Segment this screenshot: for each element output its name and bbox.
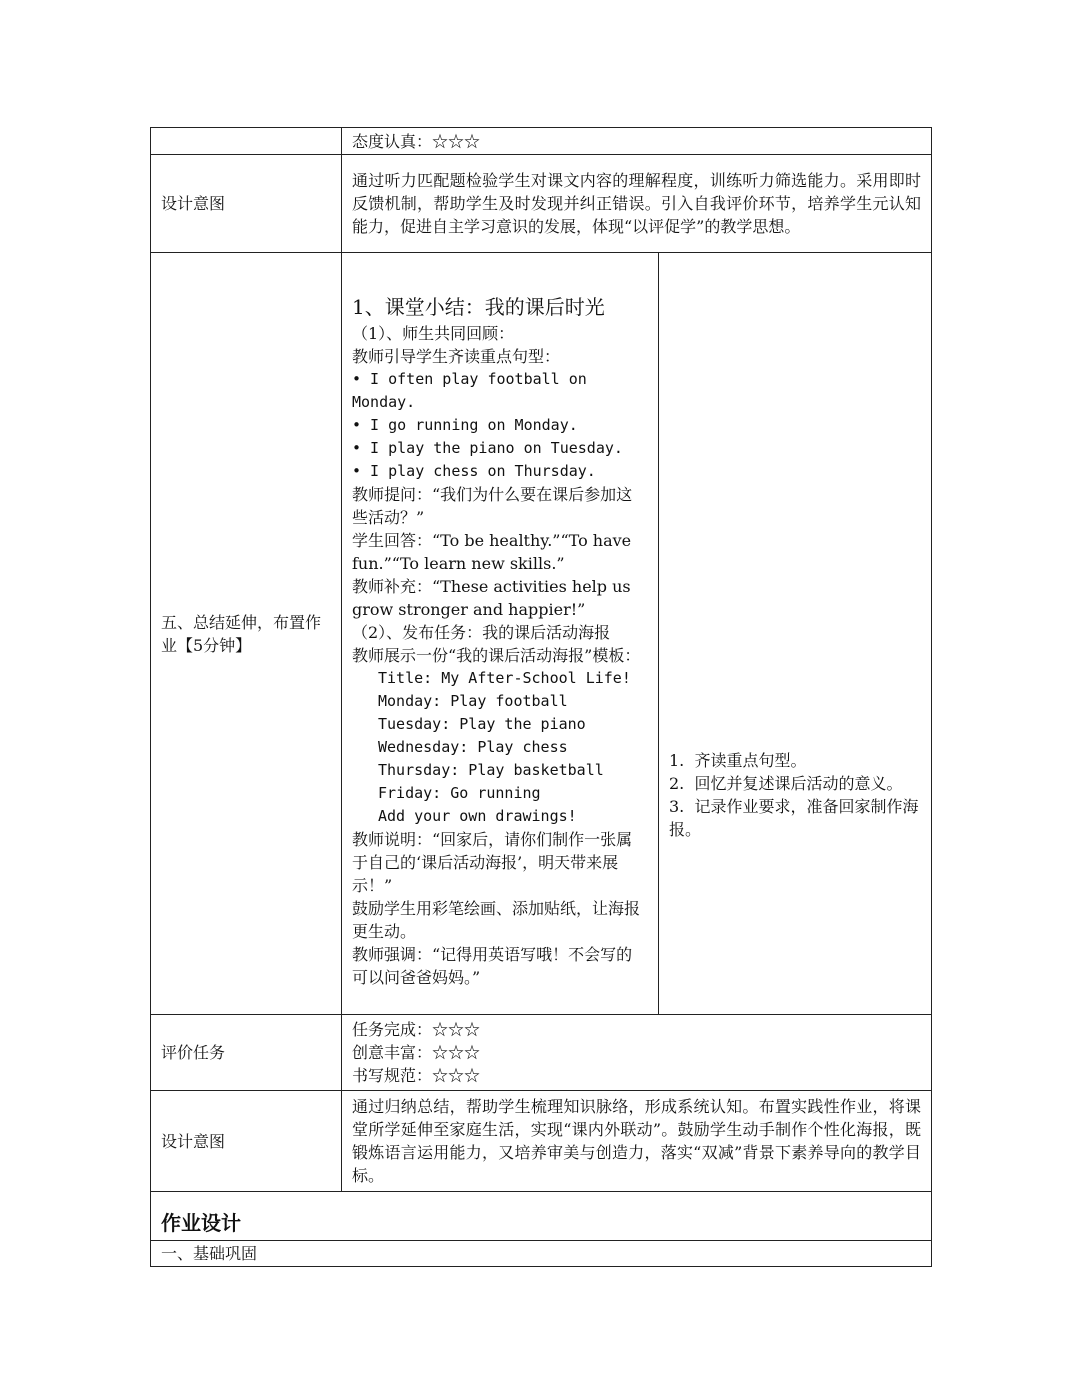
evaluation-item-2: 创意丰富：☆☆☆ [352, 1043, 481, 1062]
evaluation-cell [342, 1015, 932, 1091]
student-steps-list [669, 427, 921, 841]
evaluation-item-3: 书写规范：☆☆☆ [352, 1066, 481, 1085]
task-heading: （2）、发布任务：我的课后活动海报 [352, 623, 611, 642]
homework-section-cell [151, 1241, 932, 1267]
poster-template-intro: 教师展示一份“我的课后活动海报”模板： [352, 646, 641, 665]
sentence-pattern-2: • I go running on Monday. [352, 416, 578, 434]
poster-line-thursday: Thursday: Play basketball [378, 761, 604, 779]
design-intent-row-2 [151, 1091, 932, 1192]
design-intent-row-1 [151, 155, 932, 253]
student-answer: 学生回答：“To be healthy.”“To have fun.”“To learn new skills.” [352, 531, 637, 573]
attitude-text: 态度认真：☆☆☆ [352, 131, 481, 151]
poster-line-monday: Monday: Play football [378, 692, 568, 710]
student-activity-cell [659, 253, 932, 1015]
teacher-question: 教师提问：“我们为什么要在课后参加这些活动？” [352, 485, 633, 527]
homework-title-row [151, 1192, 932, 1241]
review-heading: （1）、师生共同回顾： [352, 324, 515, 343]
evaluation-row [151, 1015, 932, 1091]
design-intent-cell-2 [342, 1091, 932, 1192]
evaluation-label: 评价任务 [161, 1043, 226, 1062]
stage5-label-cell [151, 253, 342, 1015]
teacher-explanation: 教师说明：“回家后，请你们制作一张属于自己的‘课后活动海报’，明天带来展示！” [352, 830, 633, 895]
lesson-plan-page [150, 127, 931, 1267]
design-intent-label-2 [151, 1091, 342, 1192]
attitude-cell [342, 128, 932, 155]
sentence-pattern-1: • I often play football on Monday. [352, 370, 596, 411]
summary-title: 1、课堂小结：我的课后时光 [352, 295, 605, 319]
poster-line-title: Title: My After-School Life! [378, 669, 631, 687]
design-intent-label-text-2: 设计意图 [161, 1131, 226, 1151]
poster-line-tuesday: Tuesday: Play the piano [378, 715, 586, 733]
homework-section-row [151, 1241, 932, 1267]
sentence-pattern-3: • I play the piano on Tuesday. [352, 439, 623, 457]
student-step-3: 3. 记录作业要求，准备回家制作海报。 [669, 796, 919, 839]
design-intent-text-1: 通过听力匹配题检验学生对课文内容的理解程度，训练听力筛选能力。采用即时反馈机制，帮助学生及时发现并纠正错误。引入自我评价环节，培养学生元认知能力，促进自主学习意识的发展，体现“以评促学”的教学思想。 [352, 171, 922, 236]
stage5-row [151, 253, 932, 1015]
design-intent-label-text-1: 设计意图 [161, 194, 226, 213]
evaluation-label-cell [151, 1015, 342, 1091]
student-step-2: 2. 回忆并复述课后活动的意义。 [669, 773, 903, 793]
encourage-line: 鼓励学生用彩笔绘画、添加贴纸，让海报更生动。 [352, 899, 641, 941]
evaluation-item-1: 任务完成：☆☆☆ [352, 1020, 481, 1039]
attitude-row [151, 128, 932, 155]
design-intent-cell-1 [342, 155, 932, 253]
sentence-pattern-4: • I play chess on Thursday. [352, 462, 596, 480]
teacher-activity-cell [342, 253, 659, 1015]
homework-section-1: 一、基础巩固 [161, 1244, 258, 1263]
lesson-plan-table [150, 127, 932, 1267]
poster-line-drawings: Add your own drawings! [378, 807, 577, 825]
teacher-supplement: 教师补充：“These activities help us grow stronger and happier!” [352, 577, 636, 619]
design-intent-label-1 [151, 155, 342, 253]
poster-line-wednesday: Wednesday: Play chess [378, 738, 568, 756]
poster-line-friday: Friday: Go running [378, 784, 541, 802]
homework-title: 作业设计 [161, 1211, 241, 1235]
student-step-1: 1. 齐读重点句型。 [669, 750, 807, 770]
teacher-emphasis: 教师强调：“记得用英语写哦！不会写的可以问爸爸妈妈。” [352, 945, 633, 987]
teacher-guide-line: 教师引导学生齐读重点句型： [352, 347, 561, 366]
design-intent-text-2: 通过归纳总结，帮助学生梳理知识脉络，形成系统认知。布置实践性作业，将课堂所学延伸至家庭生活，实现“课内外联动”。鼓励学生动手制作个性化海报，既锻炼语言运用能力，又培养审美与创造力，落实“双减”背景下素养导向的教学目标。 [352, 1097, 922, 1185]
attitude-label-cell [151, 128, 342, 155]
homework-title-cell [151, 1192, 932, 1241]
stage5-label: 五、总结延伸，布置作业【5分钟】 [161, 612, 322, 655]
